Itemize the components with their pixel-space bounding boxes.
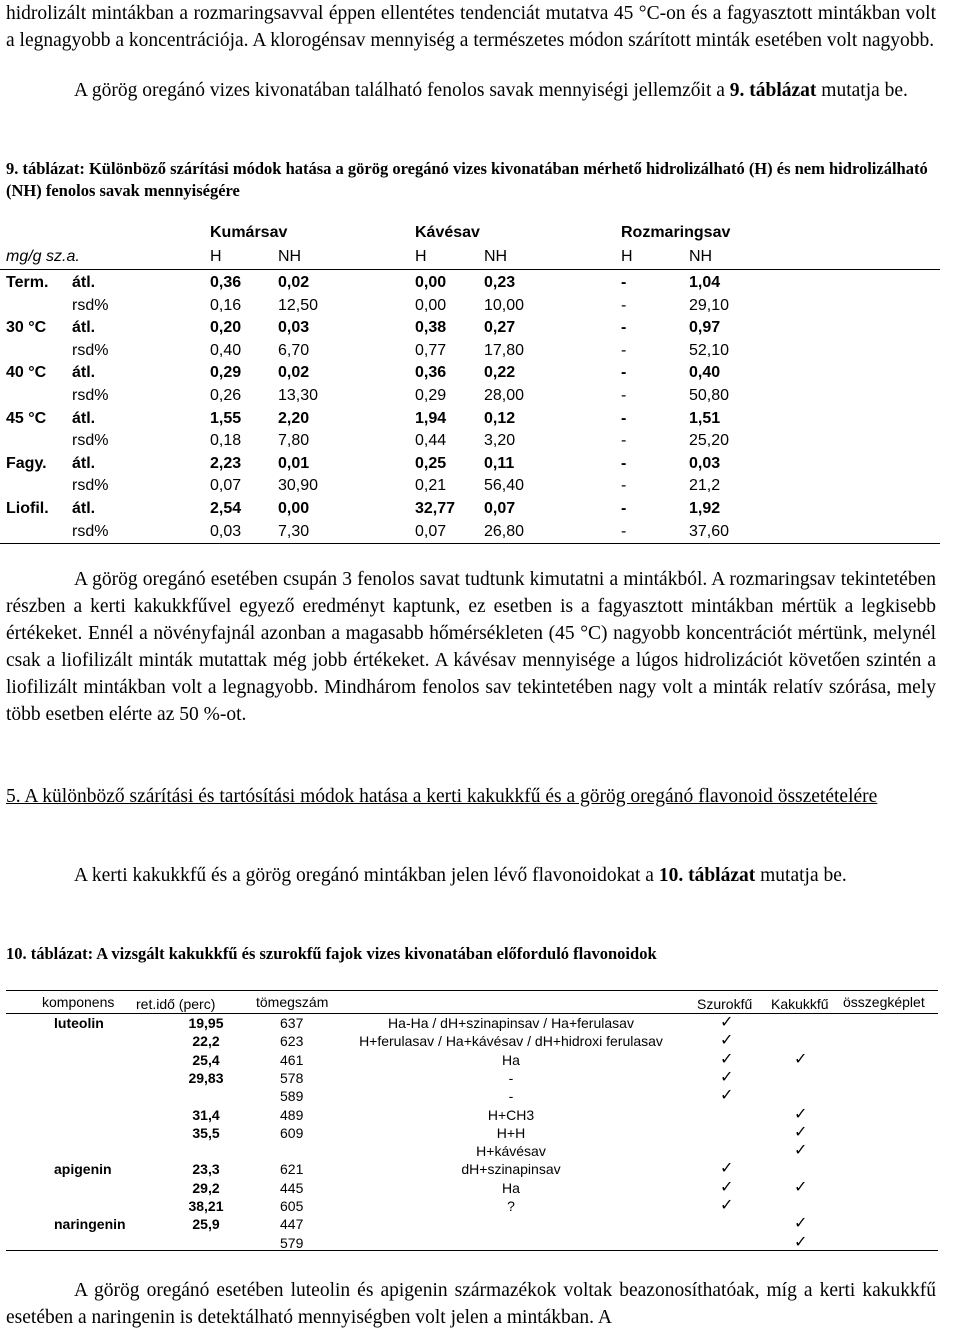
table-9-stat-label: rsd% — [72, 522, 109, 540]
table-9-cell: 0,00 — [415, 296, 447, 314]
table-9-cell: 0,40 — [689, 364, 721, 382]
table-9-cell: - — [621, 500, 627, 517]
table-9-stat-label: rsd% — [72, 341, 109, 359]
table-10-formula: - — [508, 1069, 514, 1086]
table-9-cell: 0,03 — [689, 454, 721, 472]
table-9-cell: 7,30 — [278, 522, 310, 540]
table-9-sample-label: 30 °C — [6, 319, 47, 337]
table-9-cell: 0,00 — [278, 500, 310, 517]
table-9-cell: 56,40 — [484, 477, 525, 495]
table-10-formula: - — [508, 1088, 514, 1105]
reference-text-d: mutatja be. — [755, 865, 847, 886]
table-9-stat-label: átl. — [72, 500, 96, 517]
table-10-formula: H+ferulasav / Ha+kávésav / dH+hidroxi ferulasav — [359, 1033, 663, 1050]
table-10-ret-time: 23,3 — [192, 1161, 220, 1178]
table-9-cell: - — [621, 364, 627, 382]
table-9-cell: 0,40 — [210, 341, 242, 359]
table-9-cell: 0,27 — [484, 319, 516, 337]
table-9 — [0, 222, 940, 544]
table-9-cell: 50,80 — [689, 387, 730, 404]
table-9-caption: 9. táblázat: Különböző szárítási módok hatása a görög oregánó vizes kivonatában mérhető hidrolizálható (H) és nem hidrolizálható (NH) fenolos savak mennyiségére — [6, 159, 928, 200]
table-10-formula: H+CH3 — [487, 1106, 535, 1123]
table-10-check-kakukkfu-icon: ✓ — [794, 1231, 808, 1251]
table-10-header-ret: ret.idő (perc) — [136, 996, 216, 1012]
table-10-mass: 637 — [280, 1015, 304, 1031]
table-9-cell: 0,77 — [415, 341, 447, 359]
reference-table-10: 10. táblázat — [658, 865, 756, 886]
table-9-sample-label: 40 °C — [6, 364, 47, 382]
table-9-header-rule — [0, 269, 940, 270]
table-9-cell: 13,30 — [278, 387, 319, 404]
reference-table-9: 9. táblázat — [729, 80, 817, 101]
table-9-cell: 32,77 — [415, 500, 456, 517]
table-9-cell: 0,03 — [210, 522, 242, 540]
table-9-cell: - — [621, 409, 627, 427]
table-9-cell: - — [621, 454, 627, 472]
table-10-check-kakukkfu-icon: ✓ — [794, 1103, 808, 1123]
table-9-subheader: H — [415, 248, 427, 265]
table-9-cell: 2,54 — [210, 500, 242, 517]
table-10-check-szurokfu-icon: ✓ — [720, 1030, 734, 1050]
table-10-ret-time: 31,4 — [192, 1106, 220, 1123]
table-9-cell: 52,10 — [689, 341, 730, 359]
table-9-cell: 0,02 — [278, 364, 310, 382]
table-10-check-kakukkfu-icon: ✓ — [794, 1140, 808, 1160]
table-9-cell: 1,94 — [415, 409, 447, 427]
table-10 — [6, 990, 938, 1250]
reference-paragraph — [6, 77, 936, 104]
table-9-cell: 0,23 — [484, 274, 516, 291]
table-10-header-ossz: összegképlet — [843, 994, 925, 1010]
table-10-mass: 589 — [280, 1088, 304, 1105]
table-9-cell: 26,80 — [484, 522, 525, 540]
table-10-mass: 605 — [280, 1198, 304, 1214]
table-9-cell: 6,70 — [278, 341, 310, 359]
table-9-sample-label: Liofil. — [6, 500, 49, 517]
discussion-text: A görög oregánó esetében csupán 3 fenolos savat tudtunk kimutatni a mintákból. A rozmaringsav tekintetében részben a kerti kakukkfűvel egyező eredményt kaptunk, ez esetben is a fagyasztott mintákban mértük a legkisebb értékeket. Ennél a növényfajnál azonban a magasabb hőmérsékleten (45 °C) nagyobb koncentrációt mértünk, melynél csak a liofilizált minták mutattak még jobb értékeket. A kávésav mennyisége a lúgos hidrolizációt követően szintén a liofilizált mintákban volt a legnagyobb. Mindhárom fenolos sav tekintetében nagy volt a minták relatív szórása, mely több esetben elérte az 50 %-ot. — [6, 569, 936, 725]
table-9-cell: 28,00 — [484, 387, 525, 404]
table-10-formula: H+kávésav — [476, 1143, 546, 1160]
reference-text-c: A kerti kakukkfű és a görög oregánó mintákban jelen lévő flavonoidokat a — [74, 865, 659, 886]
table-10-ret-time: 19,95 — [188, 1015, 224, 1031]
table-10-component: luteolin — [54, 1015, 104, 1031]
table-10-check-kakukkfu-icon: ✓ — [794, 1121, 808, 1141]
table-10-ret-time: 22,2 — [192, 1033, 220, 1050]
table-9-cell: 30,90 — [278, 477, 319, 495]
table-10-check-kakukkfu-icon: ✓ — [794, 1176, 808, 1196]
table-9-cell: 1,92 — [689, 500, 721, 517]
table-10-mass: 609 — [280, 1124, 304, 1141]
table-9-cell: 0,36 — [210, 274, 242, 291]
table-9-stat-label: átl. — [72, 454, 96, 472]
table-9-cell: 0,07 — [415, 522, 447, 540]
table-10-check-szurokfu-icon: ✓ — [720, 1066, 734, 1086]
table-9-cell: 21,2 — [689, 477, 721, 495]
table-10-check-kakukkfu-icon: ✓ — [794, 1213, 808, 1233]
table-9-cell: 0,38 — [415, 319, 447, 337]
table-10-caption: 10. táblázat: A vizsgált kakukkfű és szurokfű fajok vizes kivonatában előforduló flavonoidok — [6, 944, 657, 963]
table-10-ret-time: 35,5 — [192, 1124, 220, 1141]
table-9-cell: 10,00 — [484, 296, 525, 314]
table-9-cell: 0,00 — [415, 274, 447, 291]
table-9-cell: 17,80 — [484, 341, 525, 359]
table-10-check-szurokfu-icon: ✓ — [720, 1176, 734, 1196]
table-10-formula: H+H — [496, 1124, 526, 1141]
table-9-subheader: H — [210, 248, 222, 265]
table-9-cell: 0,22 — [484, 364, 516, 382]
table-9-cell: 0,21 — [415, 477, 447, 495]
table-10-formula: Ha — [502, 1051, 520, 1068]
table-9-cell: 0,44 — [415, 432, 447, 450]
table-9-group-header: Kávésav — [415, 224, 480, 241]
table-10-header-szurokfu: Szurokfű — [697, 996, 753, 1012]
table-9-cell: 1,04 — [689, 274, 721, 291]
table-9-cell: - — [621, 341, 627, 359]
table-9-cell: - — [621, 296, 627, 314]
table-9-cell: - — [621, 319, 627, 337]
table-9-cell: 0,12 — [484, 409, 516, 427]
table-10-mass: 461 — [280, 1051, 304, 1068]
table-9-cell: 0,26 — [210, 387, 242, 404]
table-9-cell: 25,20 — [689, 432, 730, 450]
table-9-stat-label: rsd% — [72, 387, 109, 404]
table-10-mass: 445 — [280, 1179, 304, 1196]
table-9-stat-label: rsd% — [72, 432, 109, 450]
table-9-cell: 0,18 — [210, 432, 242, 450]
table-9-cell: - — [621, 387, 627, 404]
table-9-stat-label: rsd% — [72, 477, 109, 495]
table-9-subheader: NH — [689, 248, 713, 265]
table-9-cell: 0,03 — [278, 319, 310, 337]
table-9-cell: 0,11 — [484, 454, 515, 472]
table-9-cell: - — [621, 274, 627, 291]
table-9-cell: 1,51 — [689, 409, 721, 427]
table-10-bottom-rule — [6, 1250, 938, 1251]
table-10-formula: dH+szinapinsav — [461, 1161, 561, 1178]
closing-paragraph — [6, 1277, 936, 1331]
table-10-top-rule — [6, 990, 938, 991]
table-9-stat-label: átl. — [72, 319, 96, 337]
discussion-paragraph — [6, 566, 936, 728]
table-10-mass: 578 — [280, 1069, 304, 1086]
table-10-component: apigenin — [54, 1161, 112, 1178]
table-9-cell: - — [621, 477, 627, 495]
table-9-cell: 1,55 — [210, 409, 242, 427]
table-10-check-szurokfu-icon: ✓ — [720, 1195, 734, 1214]
closing-text: A görög oregánó esetében luteolin és apigenin származékok voltak beazonosíthatóak, míg a kerti kakukkfű esetében a naringenin is detektálható mennyiségben volt jelen a mintákban. A — [6, 1280, 936, 1328]
table-9-cell: 0,20 — [210, 319, 242, 337]
table-10-check-szurokfu-icon: ✓ — [720, 1048, 734, 1068]
table-9-cell: 2,23 — [210, 454, 242, 472]
table-9-cell: 2,20 — [278, 409, 310, 427]
table-9-group-header: Rozmaringsav — [621, 224, 731, 241]
table-10-header-komponens: komponens — [42, 994, 115, 1010]
table-9-unit-label: mg/g sz.a. — [6, 248, 80, 265]
table-9-stat-label: rsd% — [72, 296, 109, 314]
table-10-ret-time: 38,21 — [188, 1198, 224, 1214]
reference-paragraph-2 — [6, 862, 936, 889]
table-9-cell: 0,97 — [689, 319, 721, 337]
table-9-bottom-rule — [0, 543, 940, 544]
table-9-cell: 0,01 — [278, 454, 310, 472]
table-9-stat-label: átl. — [72, 364, 96, 382]
table-9-cell: - — [621, 432, 627, 450]
section-heading: 5. A különböző szárítási és tartósítási módok hatása a kerti kakukkfű és a görög oregánó flavonoid összetételére — [6, 786, 878, 807]
table-10-formula: Ha — [502, 1179, 520, 1196]
table-9-sample-label: Term. — [6, 274, 49, 291]
table-9-cell: - — [621, 522, 627, 540]
table-10-check-szurokfu-icon: ✓ — [720, 1158, 734, 1178]
table-9-subheader: H — [621, 248, 633, 265]
table-10-formula: Ha-Ha / dH+szinapinsav / Ha+ferulasav — [388, 1015, 634, 1031]
table-9-sample-label: 45 °C — [6, 409, 47, 427]
table-10-ret-time: 29,83 — [188, 1069, 224, 1086]
intro-paragraph: hidrolizált mintákban a rozmaringsavval éppen ellentétes tendenciát mutatva 45 °C-on és a fagyasztott mintákban volt a legnagyobb a koncentrációja. A klorogénsav mennyiség a természetes módon szárított minták esetében volt nagyobb. — [6, 3, 936, 51]
table-9-stat-label: átl. — [72, 274, 96, 291]
table-10-check-szurokfu-icon: ✓ — [720, 1085, 734, 1105]
table-9-cell: 0,36 — [415, 364, 447, 382]
table-9-cell: 29,10 — [689, 296, 730, 314]
table-10-ret-time: 25,4 — [192, 1051, 220, 1068]
table-10-mass: 623 — [280, 1033, 304, 1050]
table-9-cell: 7,80 — [278, 432, 310, 450]
table-9-cell: 3,20 — [484, 432, 516, 450]
table-9-cell: 37,60 — [689, 522, 730, 540]
reference-text-b: mutatja be. — [816, 80, 908, 101]
table-9-cell: 12,50 — [278, 296, 319, 314]
table-9-cell: 0,29 — [415, 387, 447, 404]
table-9-cell: 0,02 — [278, 274, 310, 291]
table-10-ret-time: 29,2 — [192, 1179, 220, 1196]
table-9-group-header: Kumársav — [210, 224, 288, 241]
table-10-header-tomeg: tömegszám — [256, 994, 329, 1010]
table-9-cell: 0,07 — [210, 477, 242, 495]
table-10-mass: 447 — [280, 1216, 304, 1233]
table-10-check-kakukkfu-icon: ✓ — [794, 1048, 808, 1068]
table-10-check-szurokfu-icon: ✓ — [720, 1012, 734, 1031]
table-9-subheader: NH — [278, 248, 302, 265]
table-9-cell: 0,25 — [415, 454, 447, 472]
reference-text-a: A görög oregánó vizes kivonatában található fenolos savak mennyiségi jellemzőit a — [74, 80, 730, 101]
table-10-mass: 579 — [280, 1234, 304, 1251]
table-9-cell: 0,29 — [210, 364, 242, 382]
table-10-mass: 489 — [280, 1106, 304, 1123]
table-10-header-kakukkfu: Kakukkfű — [771, 996, 829, 1012]
table-9-stat-label: átl. — [72, 409, 96, 427]
table-9-cell: 0,07 — [484, 500, 516, 517]
table-10-formula: ? — [507, 1198, 515, 1214]
table-10-ret-time: 25,9 — [192, 1216, 220, 1233]
table-10-mass: 621 — [280, 1161, 304, 1178]
table-9-subheader: NH — [484, 248, 508, 265]
table-9-cell: 0,16 — [210, 296, 242, 314]
table-10-component: naringenin — [54, 1216, 126, 1233]
table-9-sample-label: Fagy. — [6, 454, 47, 472]
